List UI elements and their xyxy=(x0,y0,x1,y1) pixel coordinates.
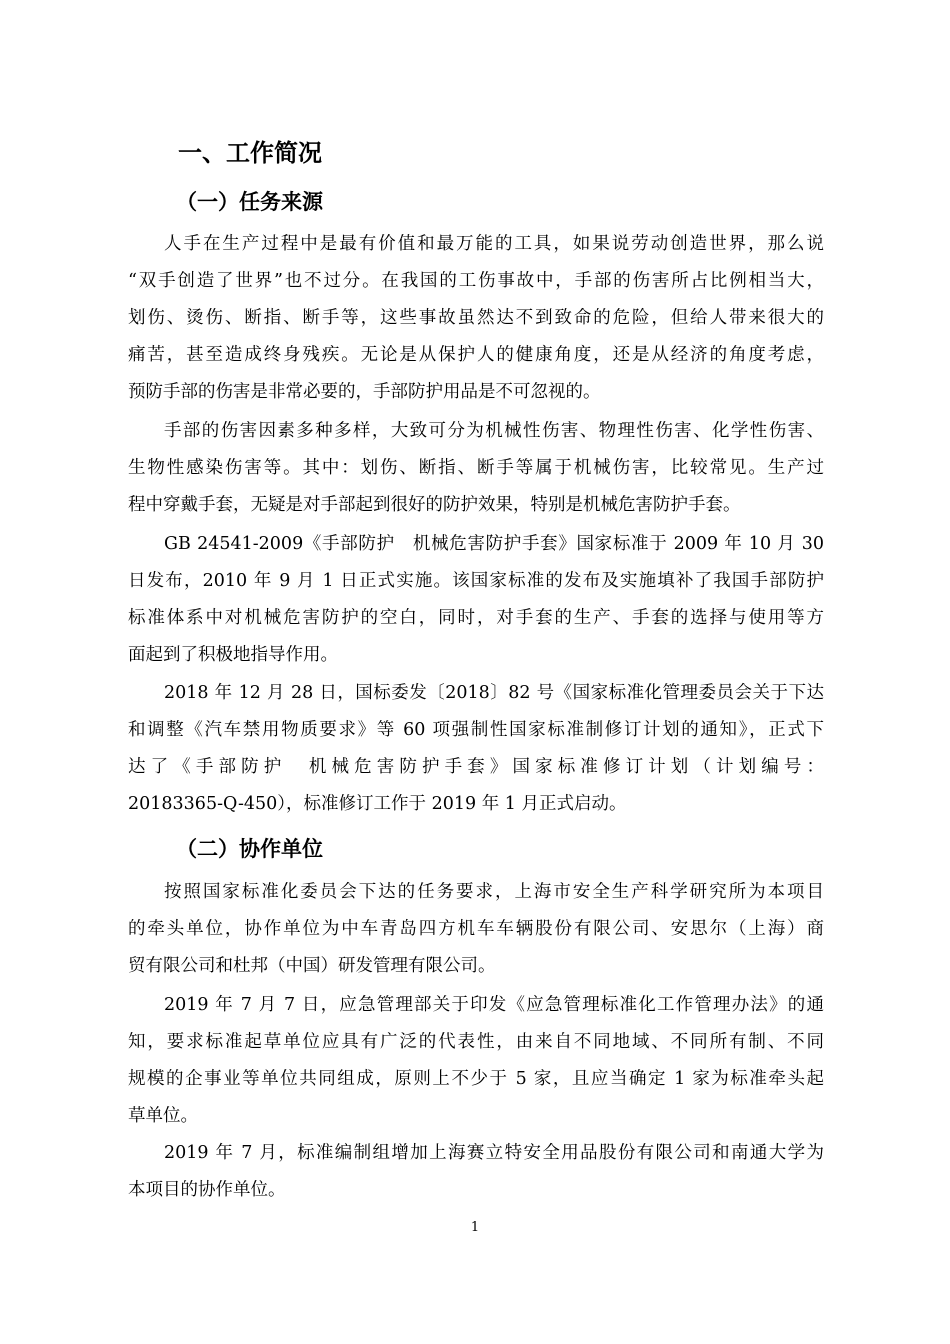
section-heading-task-source: （一）任务来源 xyxy=(176,190,323,214)
text-line: 贸有限公司和杜邦（中国）研发管理有限公司。 xyxy=(128,956,496,976)
paragraph xyxy=(128,413,824,524)
text-line: 和调整《汽车禁用物质要求》等 60 项强制性国家标准制修订计划的通知》，正式下 xyxy=(128,720,824,740)
text-line: GB 24541-2009《手部防护 机械危害防护手套》国家标准于 2009 年 10 月 30 xyxy=(164,534,824,554)
text-line: “双手创造了世界”也不过分。在我国的工伤事故中，手部的伤害所占比例相当大， xyxy=(128,271,824,291)
text-line: 手部的伤害因素多种多样，大致可分为机械性伤害、物理性伤害、化学性伤害、 xyxy=(164,421,824,441)
chapter-heading: 一、工作简况 xyxy=(178,139,322,167)
text-line: 规模的企事业等单位共同组成，原则上不少于 5 家，且应当确定 1 家为标准牵头起 xyxy=(128,1069,824,1089)
text-line: 按照国家标准化委员会下达的任务要求，上海市安全生产科学研究所为本项目 xyxy=(164,882,824,902)
text-line: 20183365-Q-450），标准修订工作于 2019 年 1 月正式启动。 xyxy=(128,794,627,814)
text-line: 人手在生产过程中是最有价值和最万能的工具，如果说劳动创造世界，那么说 xyxy=(164,234,824,254)
paragraph xyxy=(128,226,824,411)
paragraph xyxy=(128,1135,824,1209)
text-line: 2019 年 7 月，标准编制组增加上海赛立特安全用品股份有限公司和南通大学为 xyxy=(164,1143,824,1163)
text-line: 生物性感染伤害等。其中：划伤、断指、断手等属于机械伤害，比较常见。生产过 xyxy=(128,458,824,478)
section-heading-cooperating-units: （二）协作单位 xyxy=(176,837,323,861)
text-line: 程中穿戴手套，无疑是对手部起到很好的防护效果，特别是机械危害防护手套。 xyxy=(128,495,741,515)
text-line: 预防手部的伤害是非常必要的，手部防护用品是不可忽视的。 xyxy=(128,382,601,402)
paragraph xyxy=(128,526,824,674)
text-line: 日发布，2010 年 9 月 1 日正式实施。该国家标准的发布及实施填补了我国手部防护 xyxy=(128,571,824,591)
text-line: 草单位。 xyxy=(128,1106,198,1126)
text-line: 本项目的协作单位。 xyxy=(128,1180,286,1200)
text-line: 标准体系中对机械危害防护的空白，同时，对手套的生产、手套的选择与使用等方 xyxy=(128,608,824,628)
paragraph xyxy=(128,675,824,823)
text-line: 2018 年 12 月 28 日，国标委发〔2018〕82 号《国家标准化管理委员会关于下达 xyxy=(164,683,824,703)
paragraph xyxy=(128,987,824,1135)
text-line: 面起到了积极地指导作用。 xyxy=(128,645,338,665)
text-line: 达了《手部防护 机械危害防护手套》国家标准修订计划（计划编号： xyxy=(128,757,824,777)
text-line: 的牵头单位，协作单位为中车青岛四方机车车辆股份有限公司、安思尔（上海）商 xyxy=(128,919,824,939)
text-line: 划伤、烫伤、断指、断手等，这些事故虽然达不到致命的危险，但给人带来很大的 xyxy=(128,308,824,328)
paragraph xyxy=(128,874,824,985)
page-number: 1 xyxy=(470,1220,480,1235)
text-line: 知，要求标准起草单位应具有广泛的代表性，由来自不同地域、不同所有制、不同 xyxy=(128,1032,824,1052)
text-line: 痛苦，甚至造成终身残疾。无论是从保护人的健康角度，还是从经济的角度考虑， xyxy=(128,345,824,365)
text-line: 2019 年 7 月 7 日，应急管理部关于印发《应急管理标准化工作管理办法》的通 xyxy=(164,995,824,1015)
